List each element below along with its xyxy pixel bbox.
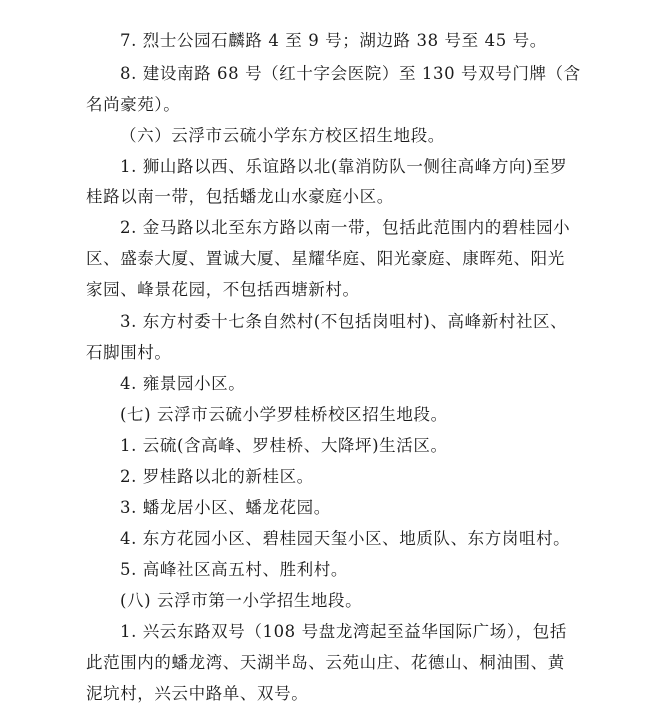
text-line-08-cont: 名尚豪苑）。 [86,95,181,114]
text-line-6-1: 1. 狮山路以西、乐谊路以北(靠消防队一侧往高峰方向)至罗 [120,157,568,176]
text-line-7-5: 5. 高峰社区高五村、胜利村。 [120,560,348,579]
text-line-6-3: 3. 东方村委十七条自然村(不包括岗咀村)、高峰新村社区、 [120,312,568,331]
section-heading-6: （六）云浮市云硫小学东方校区招生地段。 [120,126,445,145]
text-line-8-1-cont-b: 泥坑村，兴云中路单、双号。 [86,684,309,703]
section-heading-8: (八) 云浮市第一小学招生地段。 [120,591,363,610]
text-line-6-2-cont-a: 区、盛泰大厦、置诚大厦、星耀华庭、阳光豪庭、康晖苑、阳光 [86,249,565,268]
text-line-7-1: 1. 云硫(含高峰、罗桂桥、大降坪)生活区。 [120,436,448,455]
text-line-6-2-cont-b: 家园、峰景花园，不包括西塘新村。 [86,280,360,299]
text-line-6-3-cont: 石脚围村。 [86,343,172,362]
text-line-07-lieshi: 7. 烈士公园石麟路 4 至 9 号；湖边路 38 号至 45 号。 [120,31,547,50]
text-line-7-4: 4. 东方花园小区、碧桂园天玺小区、地质队、东方岗咀村。 [120,529,571,548]
section-heading-7: (七) 云浮市云硫小学罗桂桥校区招生地段。 [120,405,448,424]
text-line-08-jianshe: 8. 建设南路 68 号（红十字会医院）至 130 号双号门牌（含 [120,64,581,83]
text-line-8-1-cont-a: 此范围内的蟠龙湾、天湖半岛、云苑山庄、花德山、桐油围、黄 [86,653,565,672]
text-line-8-1: 1. 兴云东路双号（108 号盘龙湾起至益华国际广场），包括 [120,622,567,641]
text-line-7-3: 3. 蟠龙居小区、蟠龙花园。 [120,498,331,517]
text-line-6-4: 4. 雍景园小区。 [120,374,246,393]
text-line-7-2: 2. 罗桂路以北的新桂区。 [120,467,314,486]
text-line-6-2: 2. 金马路以北至东方路以南一带，包括此范围内的碧桂园小 [120,218,571,237]
text-line-6-1-cont: 桂路以南一带，包括蟠龙山水豪庭小区。 [86,187,394,206]
